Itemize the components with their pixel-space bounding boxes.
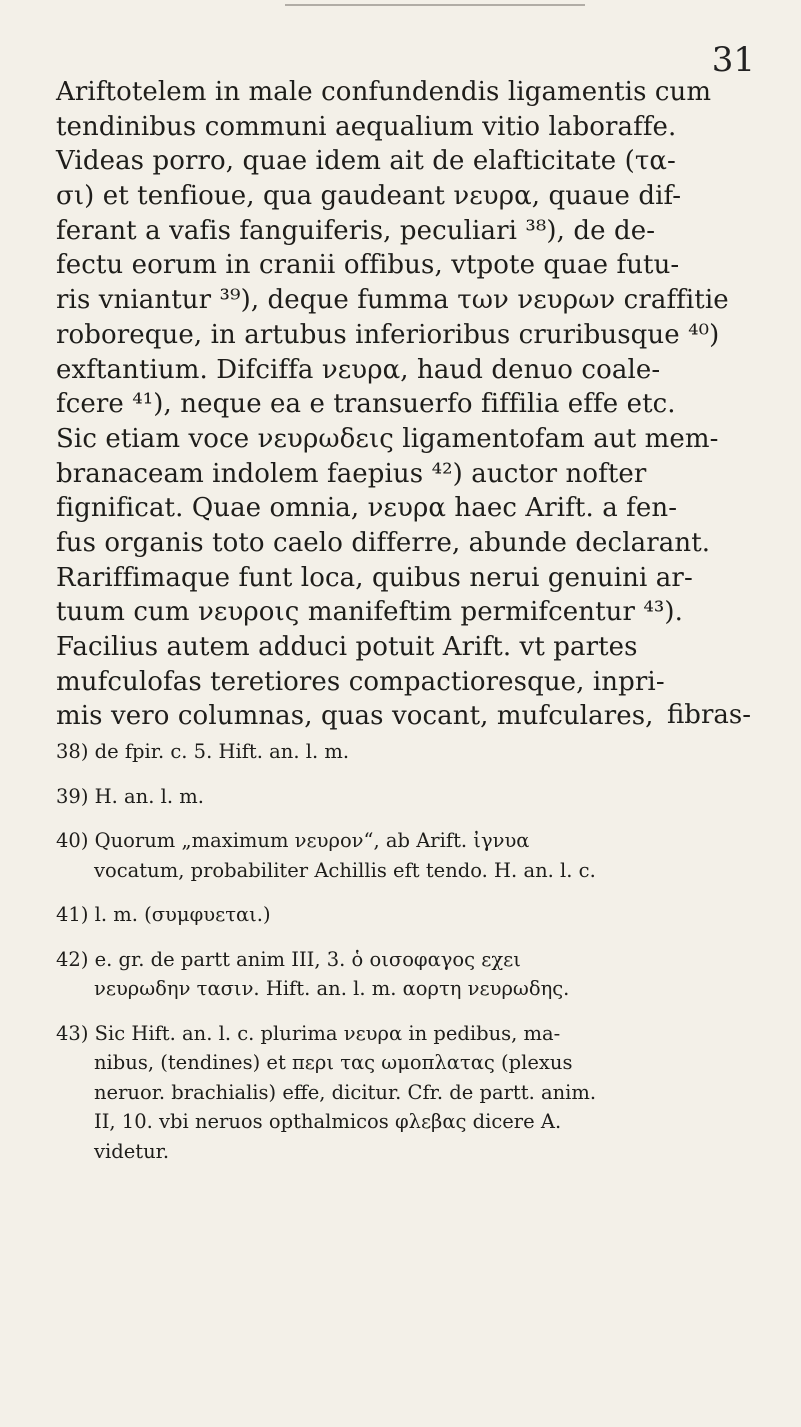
body-line: fcere ⁴¹), neque ea e transuerfo fiffilia effe etc. [56,389,676,420]
body-line: Sic etiam voce νευρωδεις ligamentofam aut mem- [56,423,719,454]
footnote-line: 38) de fpir. c. 5. Hift. an. l. m. [56,740,350,763]
footnote-line: 40) Quorum „maximum νευρον“, ab Arift. ἰγνυα [56,829,530,852]
body-line: Ariftotelem in male confundendis ligamentis cum [56,77,712,107]
body-text [56,75,768,734]
footnote-line: νευρωδην τασιν. Hift. an. l. m. αορτη νευρωδης. [94,977,570,1000]
top-rule [285,4,585,6]
body-line: mufculofas teretiores compactioresque, inpri- [56,666,665,697]
footnote-41 [56,900,768,930]
body-line: roboreque, in artubus inferioribus cruribusque ⁴⁰) [56,319,720,350]
body-line: fectu eorum in cranii offibus, vtpote quae futu- [56,250,680,281]
footnote-38 [56,737,768,767]
body-line: tuum cum νευροις manifeftim permifcentur ⁴³). [56,597,684,628]
body-line: tendinibus communi aequalium vitio laboraffe. [56,111,677,142]
footnote-line: videtur. [94,1139,170,1163]
footnote-line: 43) Sic Hift. an. l. c. plurima νευρα in pedibus, ma- [56,1021,561,1045]
footnote-line: vocatum, probabiliter Achillis eft tendo. H. an. l. c. [94,858,596,882]
footnote-line: nibus, (tendines) et περι τας ωμοπλατας (plexus [94,1051,573,1074]
body-line: Rariffimaque funt loca, quibus nerui genuini ar- [56,562,693,593]
body-line: ferant a vafis fanguiferis, peculiari ³⁸), de de- [56,215,656,246]
footnote-39 [56,782,768,812]
body-line: mis vero columnas, quas vocant, mufculares, [56,701,654,732]
footnote-line: II, 10. vbi neruos opthalmicos φλεβας dicere A. [94,1110,562,1133]
body-line: fus organis toto caelo differre, abunde declarant. [56,527,711,558]
body-line: Videas porro, quae idem ait de elafticitate (τα- [56,146,676,177]
footnote-40 [56,826,768,885]
footnote-line: neruor. brachialis) effe, dicitur. Cfr. de partt. anim. [94,1080,597,1104]
footnote-line: 42) e. gr. de partt anim III, 3. ὁ οισοφαγος εχει [56,947,521,971]
footnote-43 [56,1019,768,1167]
body-line: exftantium. Difciffa νευρα, haud denuo coale- [56,354,661,385]
footnote-42 [56,945,768,1004]
body-line: Facilius autem adduci potuit Arift. vt partes [56,632,638,662]
catchword: fibras- [666,700,751,730]
footnote-line: 41) l. m. (συμφυεται.) [56,903,271,926]
body-line: branaceam indolem faepius ⁴²) auctor nofter [56,458,647,489]
body-line: σι) et tenfioue, qua gaudeant νευρα, quaue dif- [56,181,682,212]
page-number: 31 [711,40,755,80]
body-line: ris vniantur ³⁹), deque fumma των νευρων craffitie [56,285,729,316]
body-line: fignificat. Quae omnia, νευρα haec Arift. a fen- [56,493,678,524]
footnotes [56,737,768,1181]
footnote-line: 39) H. an. l. m. [56,784,204,808]
